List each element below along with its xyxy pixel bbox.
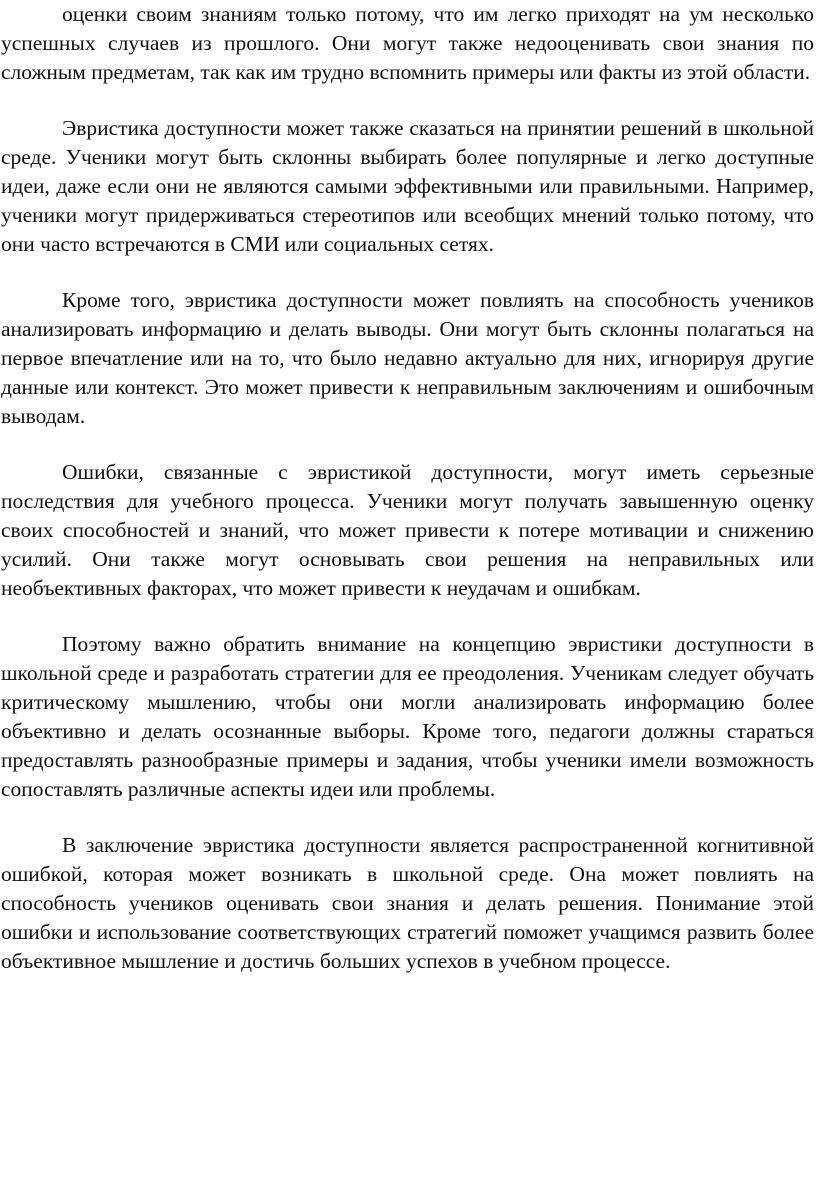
paragraph-1: оценки своим знаниям только потому, что им легко приходят на ум несколько успешных случаев из прошлого. Они могут также недооценивать свои знания по сложным предметам, так как им трудно вспомнить примеры или факты из этой области. bbox=[1, 2, 814, 84]
paragraph-4: Ошибки, связанные с эвристикой доступности, могут иметь серьезные последствия для учебного процесса. Ученики могут получать завышенную оценку своих способностей и знаний, что может привести к потере мотивации и снижению усилий. Они также могут основывать свои решения на неправильных или необъективных факторах, что может привести к неудачам и ошибкам. bbox=[1, 460, 814, 600]
paragraph-5: Поэтому важно обратить внимание на концепцию эвристики доступности в школьной среде и разработать стратегии для ее преодоления. Ученикам следует обучать критическому мышлению, чтобы они могли анализировать информацию более объективно и делать осознанные выборы. Кроме того, педагоги должны стараться предоставлять разнообразные примеры и задания, чтобы ученики имели возможность сопоставлять различные аспекты идеи или проблемы. bbox=[1, 632, 814, 801]
paragraph-3: Кроме того, эвристика доступности может повлиять на способность учеников анализировать информацию и делать выводы. Они могут быть склонны полагаться на первое впечатление или на то, что было недавно актуально для них, игнорируя другие данные или контекст. Это может привести к неправильным заключениям и ошибочным выводам. bbox=[1, 288, 814, 428]
paragraph-6: В заключение эвристика доступности является распространенной когнитивной ошибкой, которая может возникать в школьной среде. Она может повлиять на способность учеников оценивать свои знания и делать решения. Понимание этой ошибки и использование соответствующих стратегий поможет учащимся развить более объективное мышление и достичь больших успехов в учебном процессе. bbox=[1, 833, 814, 973]
paragraph-2: Эвристика доступности может также сказаться на принятии решений в школьной среде. Ученики могут быть склонны выбирать более популярные и легко доступные идеи, даже если они не являются самыми эффективными или правильными. Например, ученики могут придерживаться стереотипов или всеобщих мнений только потому, что они часто встречаются в СМИ или социальных сетях. bbox=[1, 116, 814, 256]
